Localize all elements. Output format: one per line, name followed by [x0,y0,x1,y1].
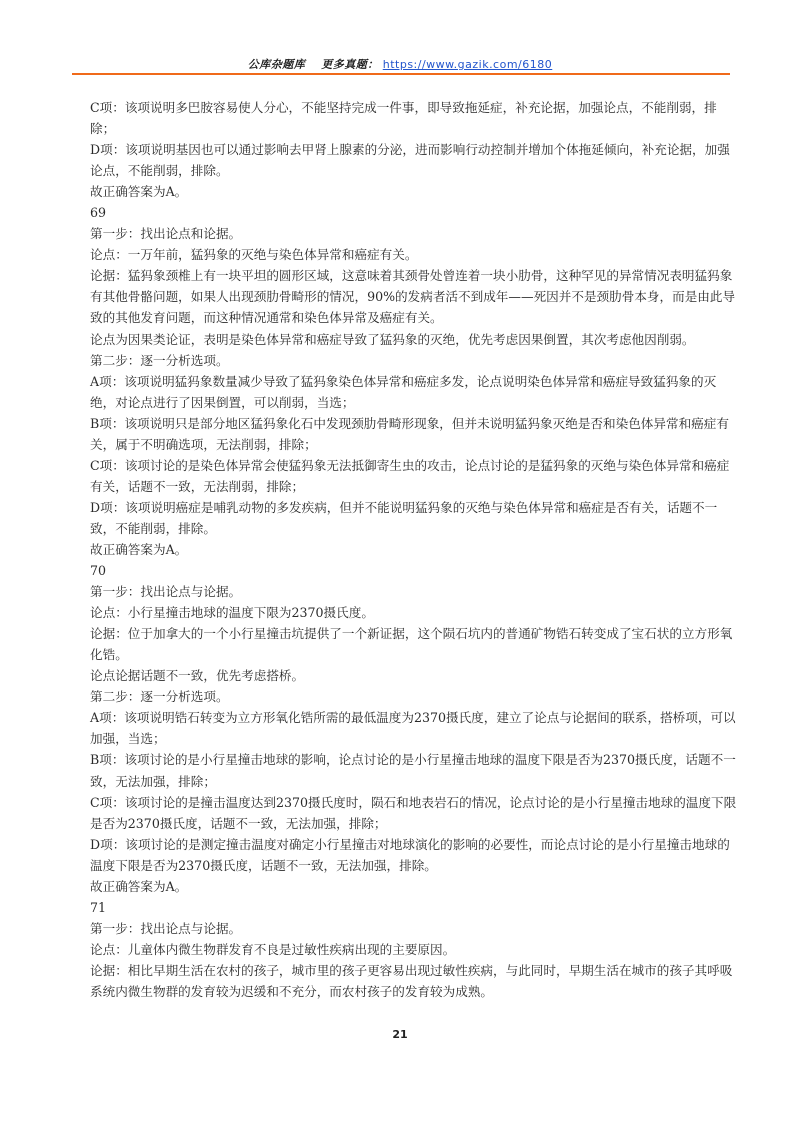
paragraph: 第一步：找出论点与论据。 [90,584,242,600]
paragraph: 第一步：找出论点和论据。 [90,226,242,242]
paragraph: 论点：小行星撞击地球的温度下限为2370摄氏度。 [90,605,374,621]
paragraph: 论据：相比早期生活在农村的孩子，城市里的孩子更容易出现过敏性疾病，与此同时，早期生活在城市的孩子其呼吸系统内微生物群的发育较为迟缓和不充分，而农村孩子的发育较为成熟。 [90,962,733,999]
paragraph: 故正确答案为A。 [90,541,188,557]
header-brand: 公库杂题库 [247,58,306,71]
page-header [0,56,800,72]
paragraph: 论据：猛犸象颈椎上有一块平坦的圆形区域，这意味着其颈骨处曾连着一块小肋骨，这种罕见的异常情况表明猛犸象有其他骨骼问题，如果人出现颈肋骨畸形的情况，90%的发病者活不到成年——死因并不是颈肋骨本身，而是由此导致的其他发育问题，而这种情况通常和染色体异常及癌症有关。 [90,268,736,326]
paragraph: 第二步：逐一分析选项。 [90,689,229,705]
paragraph: 论点：儿童体内微生物群发育不良是过敏性疾病出现的主要原因。 [90,941,456,957]
paragraph: D项：该项说明基因也可以通过影响去甲肾上腺素的分泌，进而影响行动控制并增加个体拖延倾向，补充论据，加强论点，不能削弱，排除。 [90,142,730,179]
paragraph: 第二步：逐一分析选项。 [90,352,229,368]
paragraph: 论点：一万年前，猛犸象的灭绝与染色体异常和癌症有关。 [90,247,418,263]
paragraph: C项：该项讨论的是撞击温度达到2370摄氏度时，陨石和地表岩石的情况，论点讨论的是小行星撞击地球的温度下限是否为2370摄氏度，话题不一致，无法加强，排除； [90,794,737,831]
paragraph: 论点为因果类论证，表明是染色体异常和癌症导致了猛犸象的灭绝，优先考虑因果倒置，其次考虑他因削弱。 [90,331,695,347]
question-number: 70 [90,563,107,579]
paragraph: D项：该项说明癌症是哺乳动物的多发疾病，但并不能说明猛犸象的灭绝与染色体异常和癌症是否有关，话题不一致，不能削弱，排除。 [90,499,718,536]
paragraph: D项：该项讨论的是测定撞击温度对确定小行星撞击对地球演化的影响的必要性，而论点讨论的是小行星撞击地球的温度下限是否为2370摄氏度，话题不一致，无法加强，排除。 [90,836,730,873]
paragraph: B项：该项说明只是部分地区猛犸象化石中发现颈肋骨畸形现象，但并未说明猛犸象灭绝是否和染色体异常和癌症有关，属于不明确选项，无法削弱，排除； [90,415,729,452]
header-label: 更多真题： [321,58,379,71]
header-link[interactable]: https://www.gazik.com/6180 [382,58,553,71]
paragraph: 第一步：找出论点与论据。 [90,920,242,936]
paragraph: C项：该项讨论的是染色体异常会使猛犸象无法抵御寄生虫的攻击，论点讨论的是猛犸象的灭绝与染色体异常和癌症有关，话题不一致，无法削弱，排除； [90,457,730,494]
paragraph: 故正确答案为A。 [90,184,188,200]
document-body [90,97,740,1002]
paragraph: B项：该项讨论的是小行星撞击地球的影响，论点讨论的是小行星撞击地球的温度下限是否为2370摄氏度，话题不一致，无法加强，排除； [90,752,736,789]
paragraph: C项：该项说明多巴胺容易使人分心，不能坚持完成一件事，即导致拖延症，补充论据，加强论点，不能削弱，排除； [90,100,717,137]
paragraph: A项：该项说明猛犸象数量减少导致了猛犸象染色体异常和癌症多发，论点说明染色体异常和癌症导致猛犸象的灭绝，对论点进行了因果倒置，可以削弱，当选； [90,373,717,410]
paragraph: 论据：位于加拿大的一个小行星撞击坑提供了一个新证据，这个陨石坑内的普通矿物锆石转变成了宝石状的立方形氧化锆。 [90,626,733,663]
page-number: 21 [392,1028,408,1041]
paragraph: 论点论据话题不一致，优先考虑搭桥。 [90,668,305,684]
paragraph: 故正确答案为A。 [90,878,188,894]
header-divider [72,73,730,75]
paragraph: A项：该项说明锆石转变为立方形氧化锆所需的最低温度为2370摄氏度，建立了论点与论据间的联系，搭桥项，可以加强，当选； [90,710,736,747]
question-number: 69 [90,205,107,221]
question-number: 71 [90,899,107,915]
